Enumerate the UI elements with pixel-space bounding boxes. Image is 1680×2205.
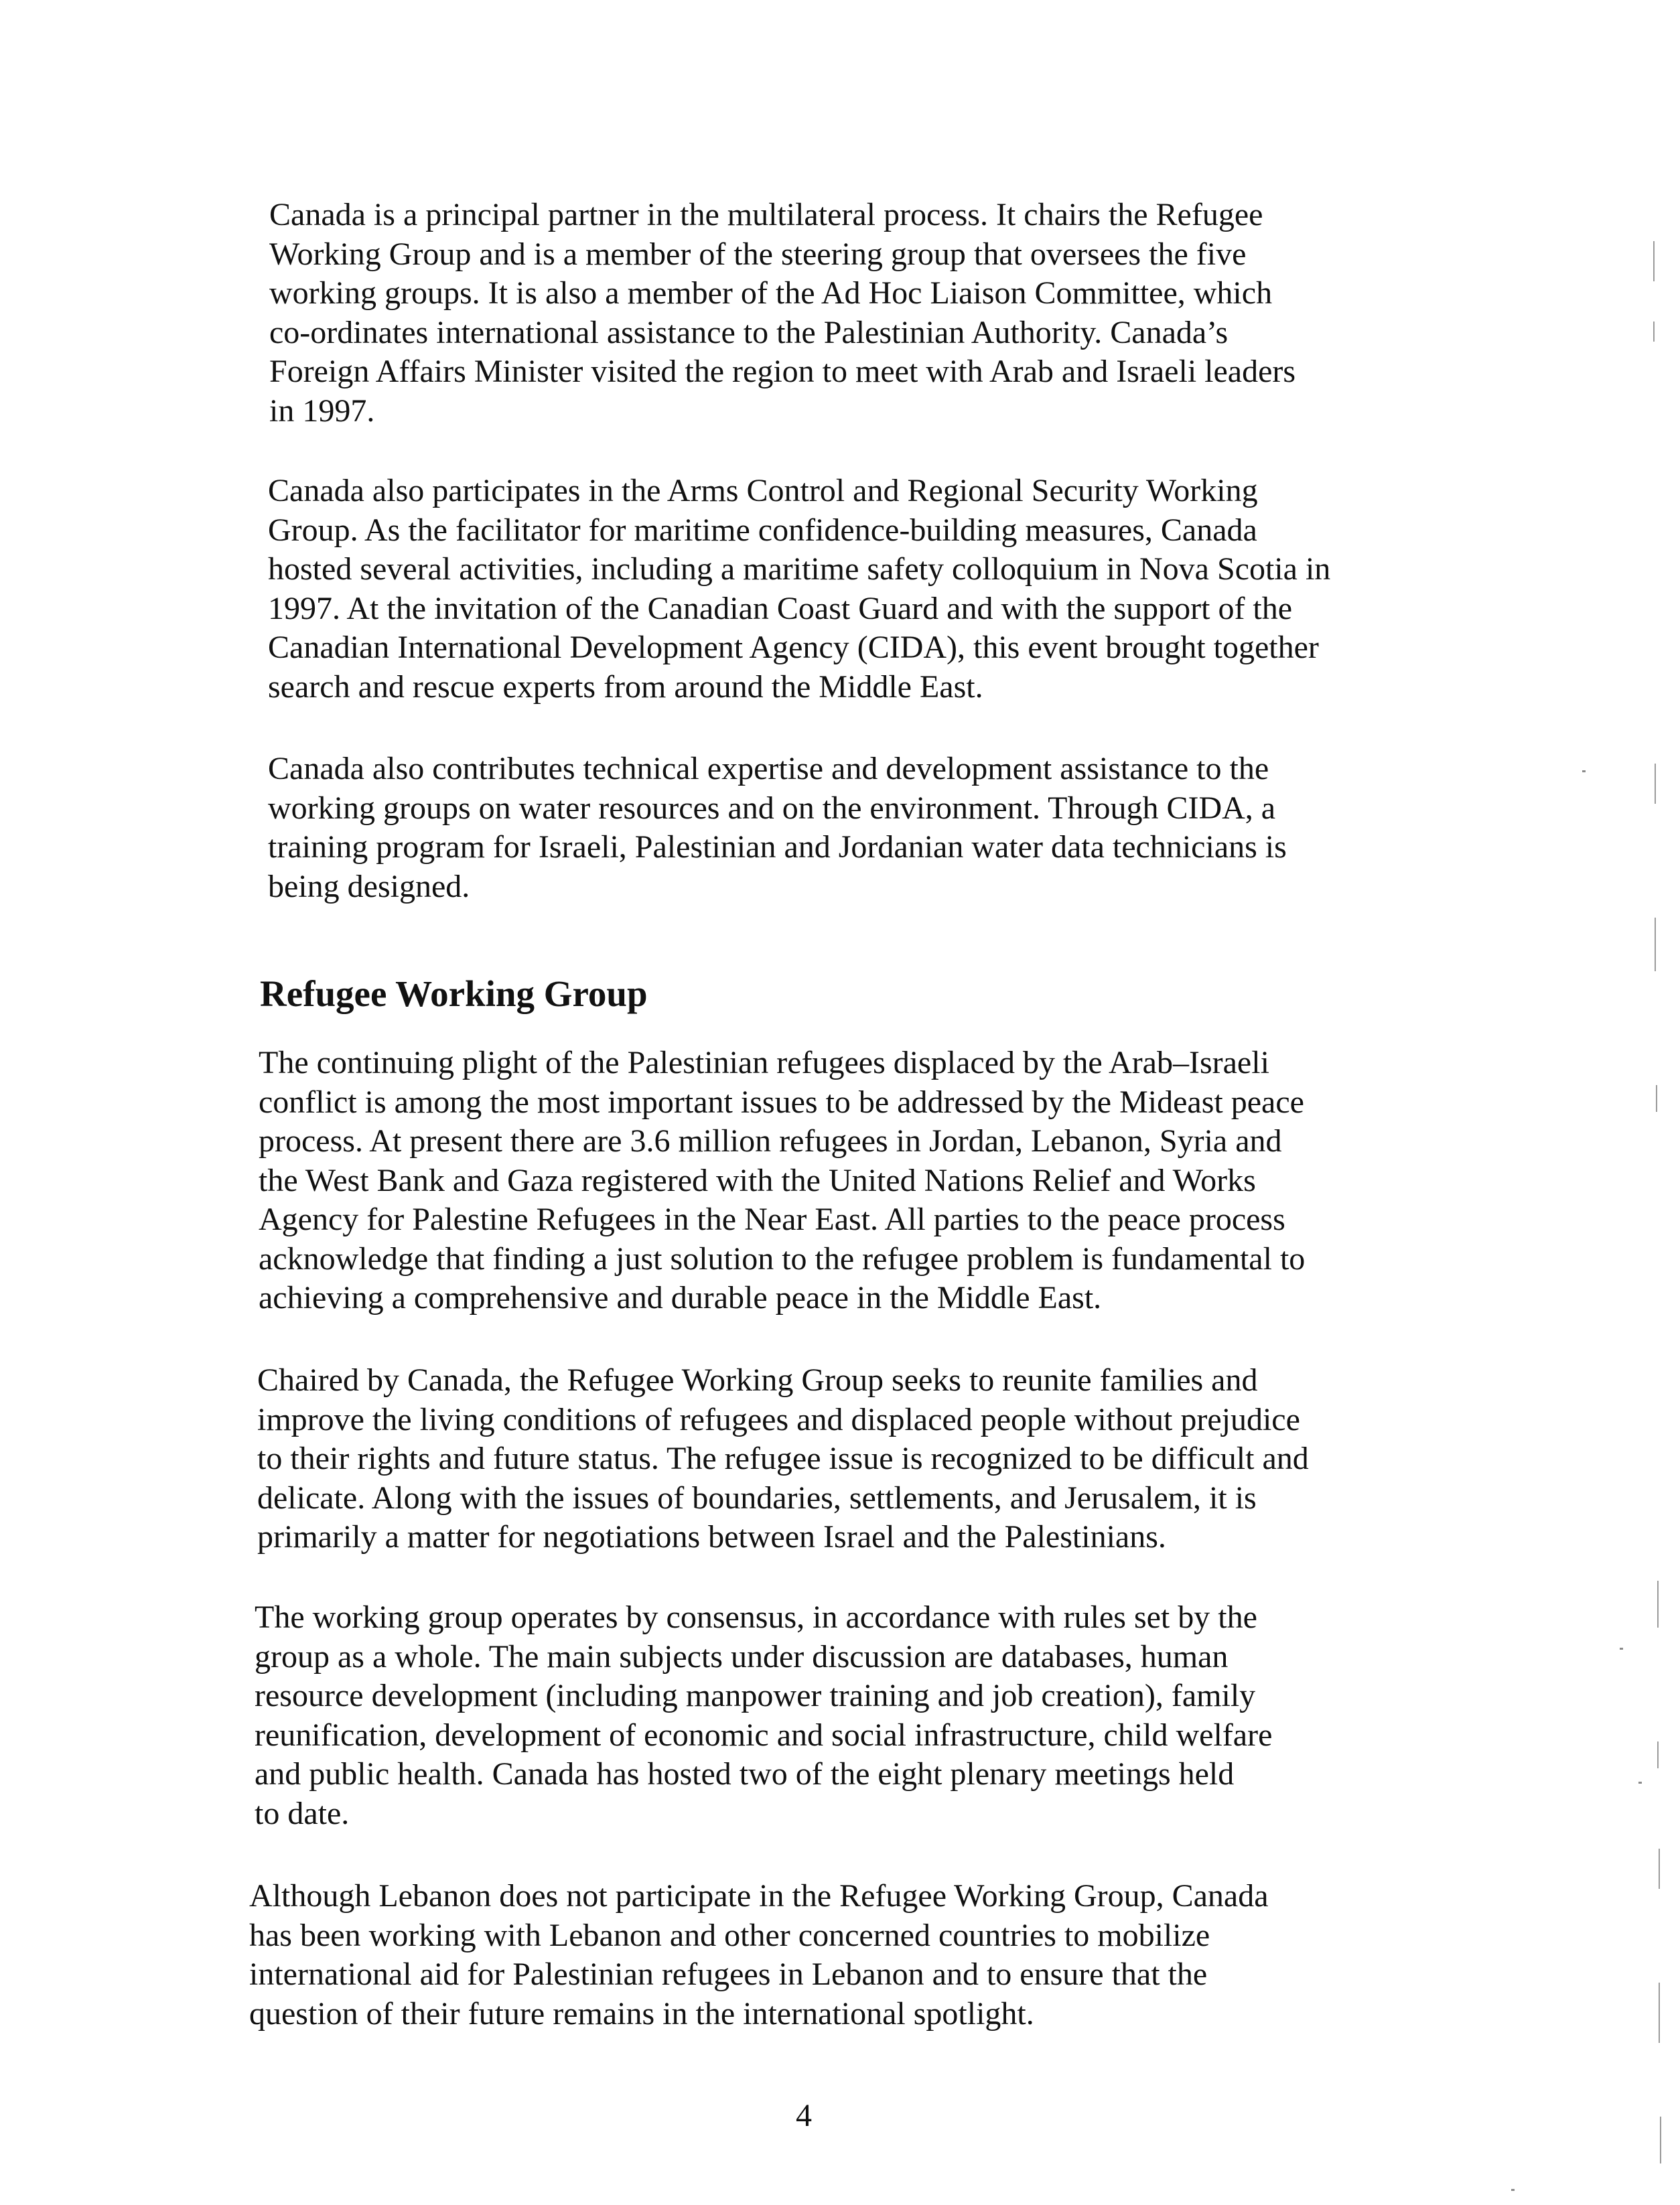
paragraph-technical-expertise: Canada also contributes technical expertise and development assistance to the working groups on water resources and on the environment. Through CIDA, a training program for Israeli, Palestinian and Jordanian water data technicians is being designed. <box>268 751 1287 904</box>
scan-artifact <box>1655 918 1656 971</box>
page-number: 4 <box>796 2098 812 2133</box>
scan-artifact <box>1511 2189 1515 2191</box>
section-heading-refugee-working-group: Refugee Working Group <box>260 973 648 1014</box>
paragraph-palestinian-refugees: The continuing plight of the Palestinian refugees displaced by the Arab–Israeli conflict is among the most important issues to be addressed by the Mideast peace process. At present there are 3.6 million refugees in Jordan, Lebanon, Syria and the West Bank and Gaza registered with the United Nations Relief and Works Agency for Palestine Refugees in the Near East. All parties to the peace process acknowledge that finding a just solution to the refugee problem is fundamental to achieving a comprehensive and durable peace in the Middle East. <box>259 1045 1306 1315</box>
paragraph-working-group-operations: The working group operates by consensus, in accordance with rules set by the group as a whole. The main subjects under discussion are databases, human resource development (including manpower training and job creation), family reunification, development of economic and social infrastructure, child welfare and public health. Canada has hosted two of the eight plenary meetings held to date. <box>255 1599 1273 1831</box>
scan-artifact <box>1620 1648 1623 1650</box>
scan-artifact <box>1659 1983 1660 2043</box>
scan-artifact <box>1656 1085 1657 1112</box>
scan-artifact <box>1582 770 1586 772</box>
scan-artifact <box>1655 764 1656 804</box>
scan-artifact <box>1653 241 1655 281</box>
scan-artifact <box>1657 1581 1659 1628</box>
scan-artifact <box>1657 1741 1659 1768</box>
paragraph-lebanon: Although Lebanon does not participate in the Refugee Working Group, Canada has been working with Lebanon and other concerned countries to mobilize international aid for Palestinian refugees in Lebanon and to ensure that the question of their future remains in the international spotlight. <box>249 1878 1269 2032</box>
scan-artifact <box>1638 1782 1642 1784</box>
paragraph-multilateral-partner: Canada is a principal partner in the multilateral process. It chairs the Refugee Working Group and is a member of the steering group that oversees the five working groups. It is also a member of the Ad Hoc Liaison Committee, which co-ordinates international assistance to the Palestinian Authority. Canada’s Foreign Affairs Minister visited the region to meet with Arab and Israeli leaders in 1997. <box>269 197 1296 429</box>
scan-artifact <box>1653 322 1655 342</box>
scan-artifact <box>1660 2117 1661 2163</box>
paragraph-chaired-by-canada: Chaired by Canada, the Refugee Working Group seeks to reunite families and improve the living conditions of refugees and displaced people without prejudice to their rights and future status. The refugee issue is recognized to be difficult and delicate. Along with the issues of boundaries, settlements, and Jerusalem, it is primarily a matter for negotiations between Israel and the Palestinians. <box>257 1362 1309 1555</box>
scan-artifact <box>1659 1849 1660 1889</box>
paragraph-arms-control: Canada also participates in the Arms Control and Regional Security Working Group. As the facilitator for maritime confidence-building measures, Canada hosted several activities, including a maritime safety colloquium in Nova Scotia in 1997. At the invitation of the Canadian Coast Guard and with the support of the Canadian International Development Agency (CIDA), this event brought together search and rescue experts from around the Middle East. <box>268 473 1331 705</box>
